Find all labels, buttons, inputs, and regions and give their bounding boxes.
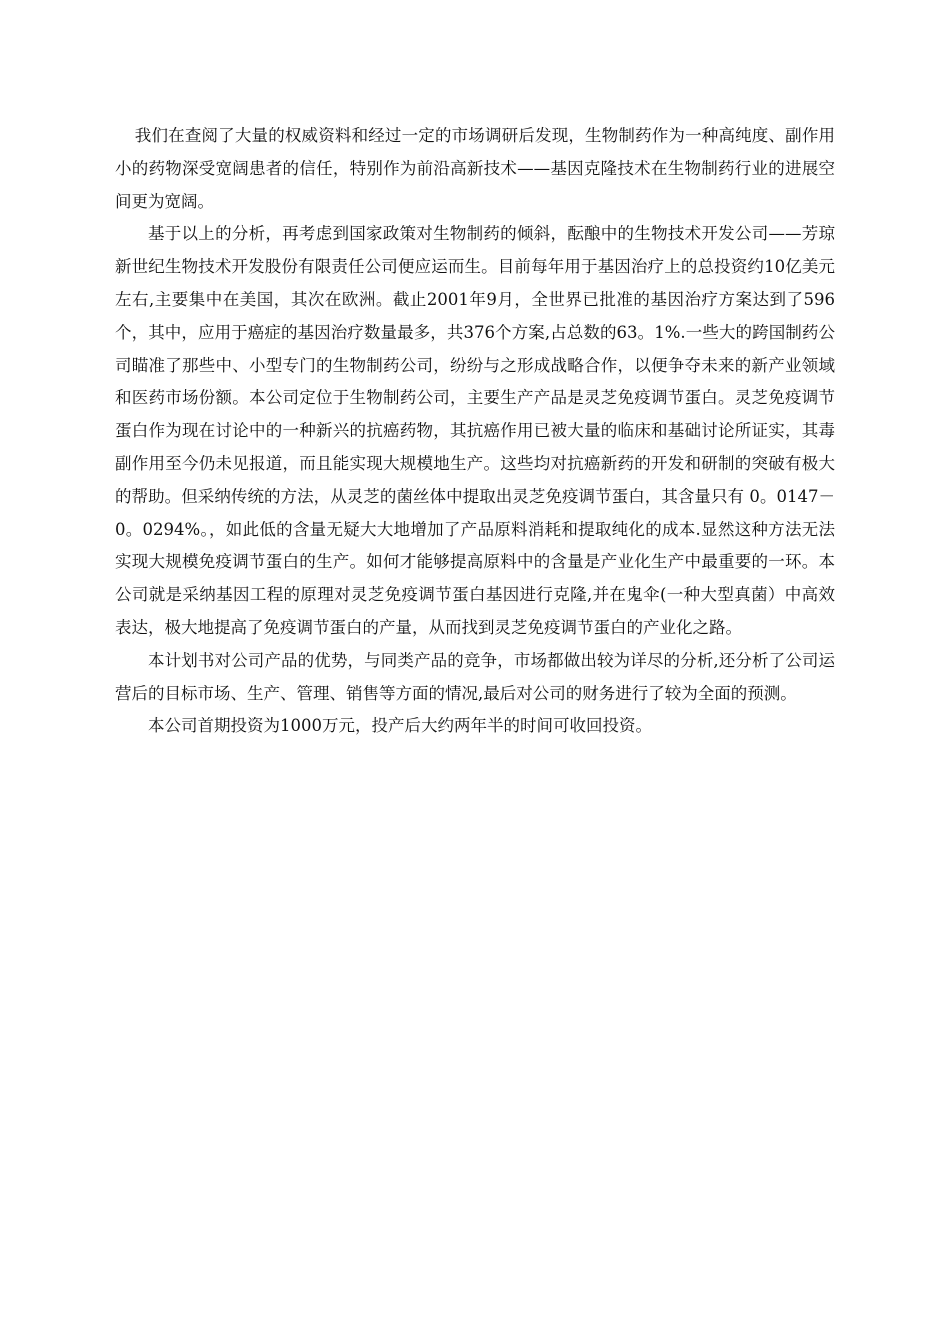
paragraph-analysis: 基于以上的分析，再考虑到国家政策对生物制药的倾斜，酝酿中的生物技术开发公司——芳琼新世纪生物技术开发股份有限责任公司便应运而生。目前每年用于基因治疗上的总投资约10亿美元左右,主要集中在美国，其次在欧洲。截止2001年9月，全世界已批准的基因治疗方案达到了596个，其中，应用于癌症的基因治疗数量最多，共376个方案,占总数的63。1%.一些大的跨国制药公司瞄准了那些中、小型专门的生物制药公司，纷纷与之形成战略合作，以便争夺未来的新产业领域和医药市场份额。本公司定位于生物制药公司，主要生产产品是灵芝免疫调节蛋白。灵芝免疫调节蛋白作为现在讨论中的一种新兴的抗癌药物，其抗癌作用已被大量的临床和基础讨论所证实，其毒副作用至今仍未见报道，而且能实现大规模地生产。这些均对抗癌新药的开发和研制的突破有极大的帮助。但采纳传统的方法，从灵芝的菌丝体中提取出灵芝免疫调节蛋白，其含量只有 0。0147－0。0294%。，如此低的含量无疑大大地增加了产品原料消耗和提取纯化的成本.显然这种方法无法实现大规模免疫调节蛋白的生产。如何才能够提高原料中的含量是产业化生产中最重要的一环。本公司就是采纳基因工程的原理对灵芝免疫调节蛋白基因进行克隆,并在鬼伞(一种大型真菌）中高效表达，极大地提高了免疫调节蛋白的产量，从而找到灵芝免疫调节蛋白的产业化之路。 — [115, 224, 835, 637]
document-body — [115, 120, 835, 743]
paragraph-plan-summary: 本计划书对公司产品的优势，与同类产品的竞争，市场都做出较为详尽的分析,还分析了公司运营后的目标市场、生产、管理、销售等方面的情况,最后对公司的财务进行了较为全面的预测。 — [115, 650, 835, 703]
paragraph-investment: 本公司首期投资为1000万元，投产后大约两年半的时间可收回投资。 — [148, 716, 652, 736]
paragraph-intro: 我们在查阅了大量的权威资料和经过一定的市场调研后发现，生物制药作为一种高纯度、副作用小的药物深受宽阔患者的信任，特别作为前沿高新技术——基因克隆技术在生物制药行业的进展空间更为宽阔。 — [115, 126, 835, 211]
